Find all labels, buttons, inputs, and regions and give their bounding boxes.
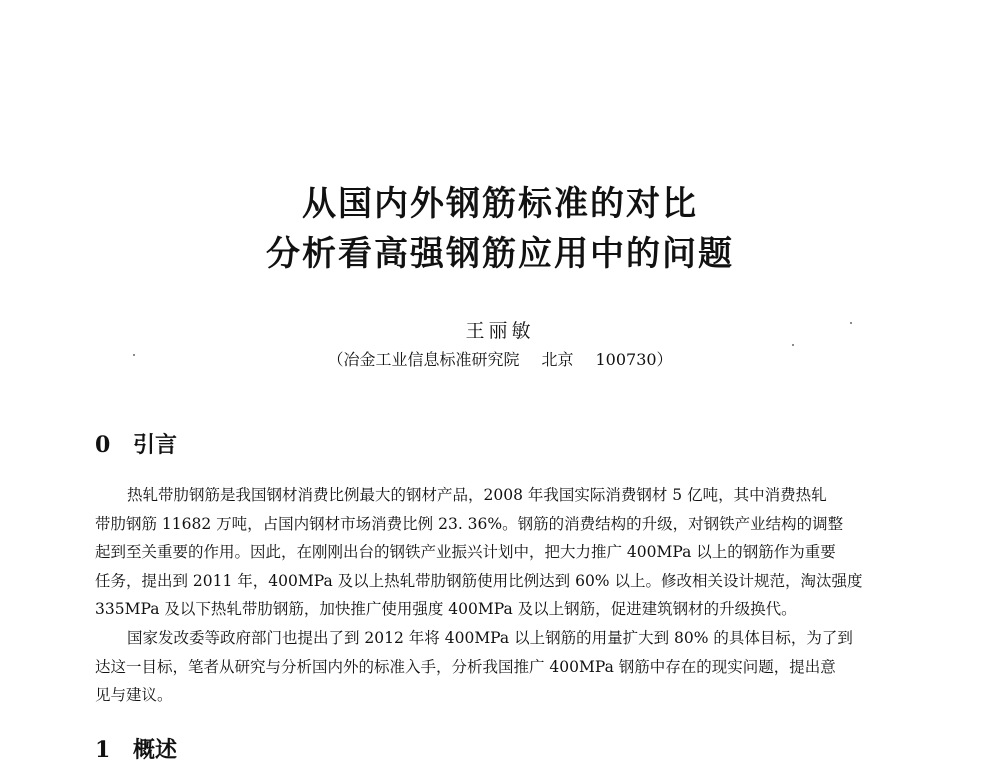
paragraph-line: 335MPa 及以下热轧带肋钢筋，加快推广使用强度 400MPa 及以上钢筋，促进建筑钢材的升级换代。 (95, 600, 797, 618)
author-name: 王丽敏 (465, 320, 535, 342)
author-affiliation (0, 347, 1000, 370)
paragraph-line: 见与建议。 (95, 686, 173, 704)
section-heading-overview (95, 733, 177, 764)
section-number: 0 (95, 432, 111, 458)
paragraph-line: 任务，提出到 2011 年，400MPa 及以上热轧带肋钢筋使用比例达到 60% 以上。修改相关设计规范，淘汰强度 (95, 571, 863, 590)
intro-paragraph-1 (95, 481, 911, 624)
section-title: 概述 (133, 738, 178, 763)
scan-speck (850, 322, 852, 324)
scan-speck (133, 354, 135, 356)
paragraph-line: 达这一目标，笔者从研究与分析国内外的标准入手，分析我国推广 400MPa 钢筋中存在的现实问题，提出意 (95, 657, 836, 676)
affiliation-city: 北京 (541, 350, 574, 369)
section-number: 1 (95, 737, 111, 763)
section-heading-introduction (95, 428, 177, 459)
section-title: 引言 (133, 433, 178, 458)
paper-title-line-1: 从国内外钢筋标准的对比 (302, 184, 698, 224)
intro-paragraph-2 (95, 624, 911, 710)
scan-speck (792, 344, 794, 346)
paper-title-line-2: 分析看高强钢筋应用中的问题 (266, 234, 734, 274)
paragraph-line: 带肋钢筋 11682 万吨，占国内钢材市场消费比例 23. 36%。钢筋的消费结构的升级，对钢铁产业结构的调整 (95, 514, 844, 533)
paragraph-line: 起到至关重要的作用。因此，在刚刚出台的钢铁产业振兴计划中，把大力推广 400MPa 以上的钢筋作为重要 (95, 543, 836, 561)
paragraph-line: 国家发改委等政府部门也提出了到 2012 年将 400MPa 以上钢筋的用量扩大到 80% 的具体目标，为了到 (127, 629, 853, 647)
affiliation-postcode: 100730） (595, 350, 673, 369)
affiliation-org: （冶金工业信息标准研究院 (327, 350, 520, 369)
paragraph-line: 热轧带肋钢筋是我国钢材消费比例最大的钢材产品，2008 年我国实际消费钢材 5 亿吨，其中消费热轧 (127, 486, 827, 504)
